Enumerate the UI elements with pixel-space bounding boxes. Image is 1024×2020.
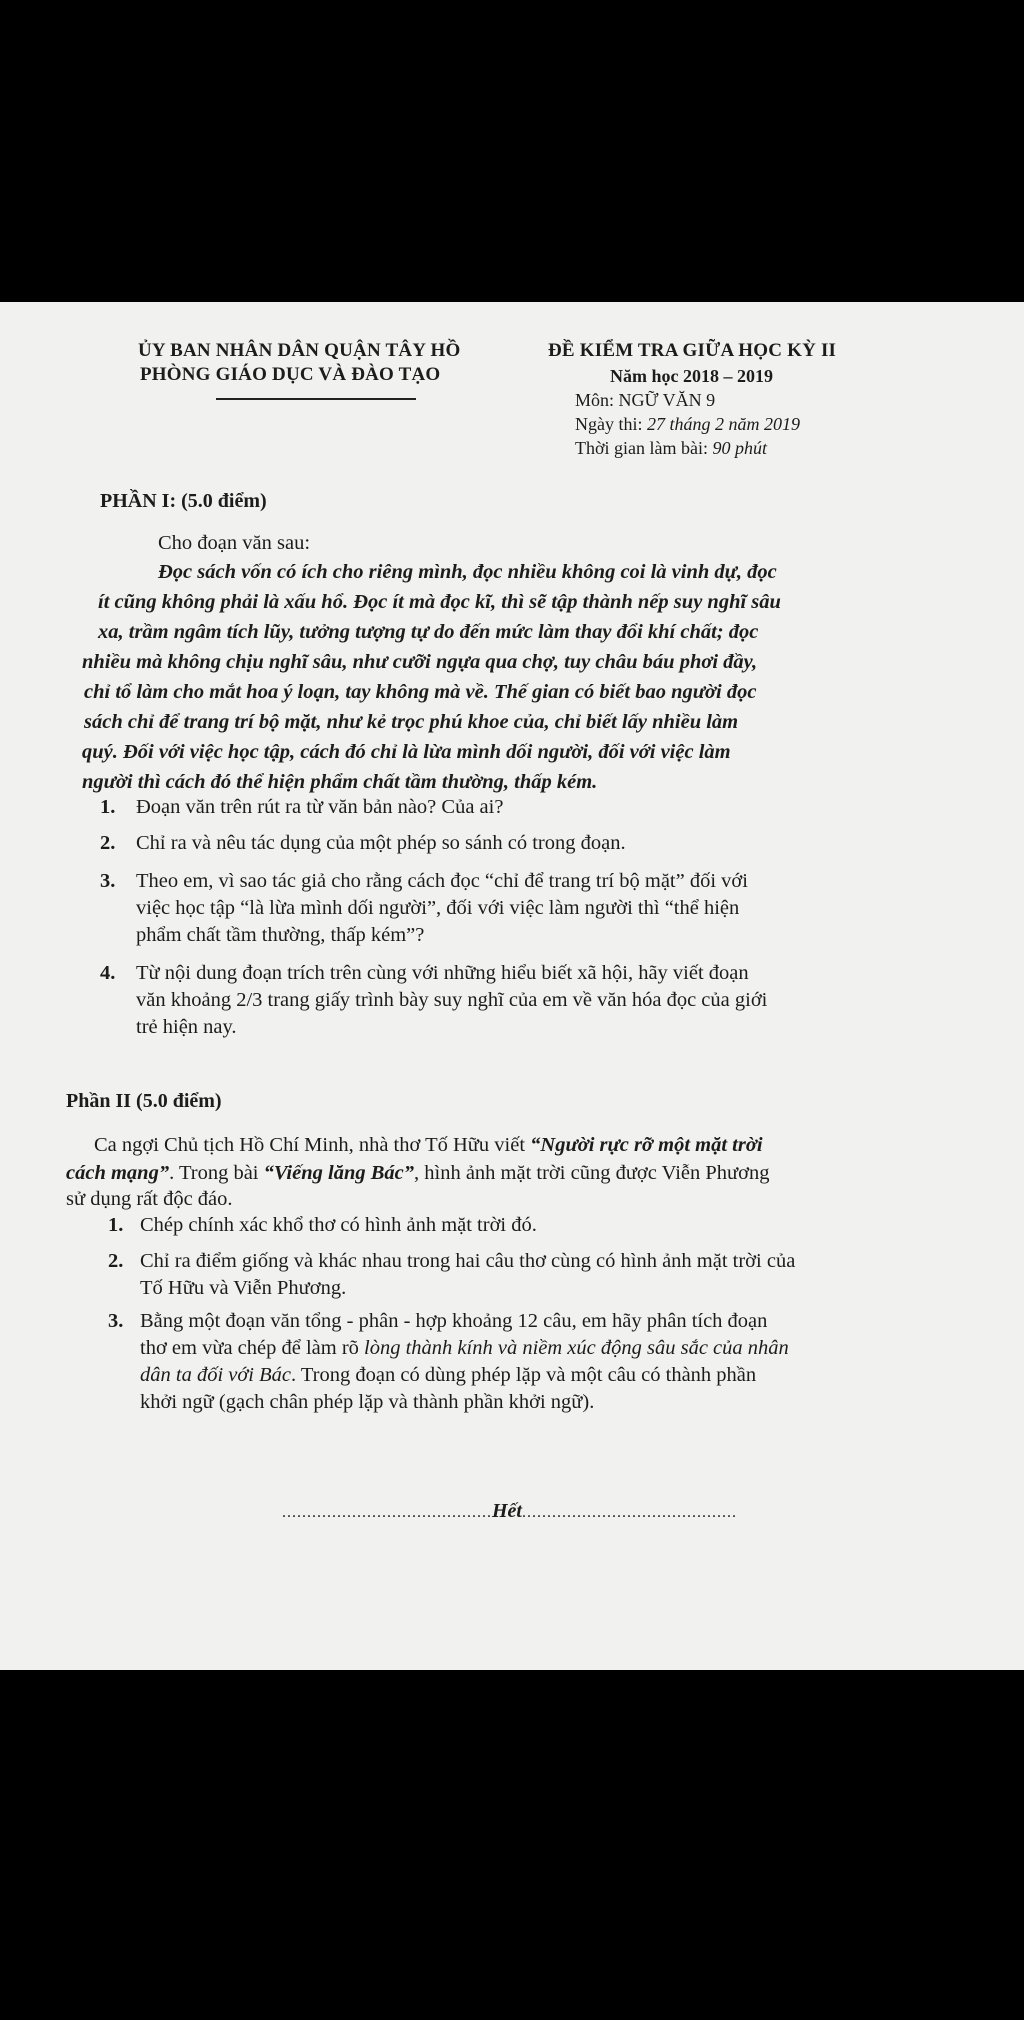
question-3: 3. Theo em, vì sao tác giả cho rằng cách đọc “chỉ để trang trí bộ mặt” đối với việc học tập “là lừa mình dối người”, đối với việc làm người thì “thể hiện phẩm chất tầm thường, thấp kém”? (100, 870, 748, 946)
passage-line: sách chỉ để trang trí bộ mặt, như kẻ trọc phú khoe của, chỉ biết lấy nhiều làm (84, 711, 739, 733)
header-underline (216, 398, 416, 400)
part2-question-2: 2. Chỉ ra điểm giống và khác nhau trong hai câu thơ cùng có hình ảnh mặt trời của Tố Hữu và Viễn Phương. (108, 1250, 796, 1299)
exam-duration: Thời gian làm bài: 90 phút (575, 438, 768, 458)
header-department: PHÒNG GIÁO DỤC VÀ ĐÀO TẠO (140, 364, 441, 385)
passage-line: xa, trầm ngâm tích lũy, tưởng tượng tự do đến mức làm thay đổi khí chất; đọc (98, 621, 759, 643)
part1-intro: Cho đoạn văn sau: (158, 532, 311, 554)
passage-line: nhiều mà không chịu nghĩ sâu, như cưỡi ngựa qua chợ, tuy châu báu phơi đầy, (82, 651, 758, 673)
part2-intro-line3: sử dụng rất độc đáo. (66, 1188, 233, 1210)
subject: Môn: NGỮ VĂN 9 (575, 390, 716, 410)
passage-line: ít cũng không phải là xấu hổ. Đọc ít mà đọc kĩ, thì sẽ tập thành nếp suy nghĩ sâu (98, 591, 781, 613)
question-4: 4. Từ nội dung đoạn trích trên cùng với những hiểu biết xã hội, hãy viết đoạn văn khoảng 2/3 trang giấy trình bày suy nghĩ của em về văn hóa đọc của giới trẻ hiện nay. (100, 962, 768, 1038)
passage-line: quý. Đối với việc học tập, cách đó chỉ là lừa mình dối người, đối với việc làm (82, 741, 731, 763)
question-1: 1. Đoạn văn trên rút ra từ văn bản nào? Của ai? (100, 796, 504, 818)
passage-line: chỉ tổ làm cho mắt hoa ý loạn, tay không mà về. Thế gian có biết bao người đọc (84, 681, 757, 703)
end-marker: ..........................................Hết........................................... (282, 1500, 737, 1522)
part2-title: Phần II (5.0 điểm) (66, 1090, 222, 1112)
passage-line: người thì cách đó thể hiện phẩm chất tầm thường, thấp kém. (82, 771, 598, 793)
part2-question-3: 3. Bằng một đoạn văn tổng - phân - hợp khoảng 12 câu, em hãy phân tích đoạn thơ em vừa chép để làm rõ lòng thành kính và niềm xúc động sâu sắc của nhân dân ta đối với Bác. Trong đoạn có dùng phép lặp và một câu có thành phần khởi ngữ (gạch chân phép lặp và thành phần khởi ngữ). (108, 1310, 789, 1413)
part2-intro-line2: cách mạng”. Trong bài “Viếng lăng Bác”, hình ảnh mặt trời cũng được Viễn Phương (66, 1162, 770, 1184)
exam-title: ĐỀ KIỂM TRA GIỮA HỌC KỲ II (548, 340, 837, 361)
school-year: Năm học 2018 – 2019 (610, 366, 773, 386)
passage-line: Đọc sách vốn có ích cho riêng mình, đọc nhiều không coi là vinh dự, đọc (158, 561, 777, 583)
question-2: 2. Chỉ ra và nêu tác dụng của một phép so sánh có trong đoạn. (100, 832, 626, 854)
header-committee: ỦY BAN NHÂN DÂN QUẬN TÂY HỒ (138, 340, 461, 361)
part1-title: PHẦN I: (5.0 điểm) (100, 490, 267, 512)
part2-question-1: 1. Chép chính xác khổ thơ có hình ảnh mặt trời đó. (108, 1214, 537, 1236)
exam-date: Ngày thi: 27 tháng 2 năm 2019 (575, 414, 800, 434)
part2-intro-line1: Ca ngợi Chủ tịch Hồ Chí Minh, nhà thơ Tố Hữu viết “Người rực rỡ một mặt trời (94, 1134, 763, 1156)
